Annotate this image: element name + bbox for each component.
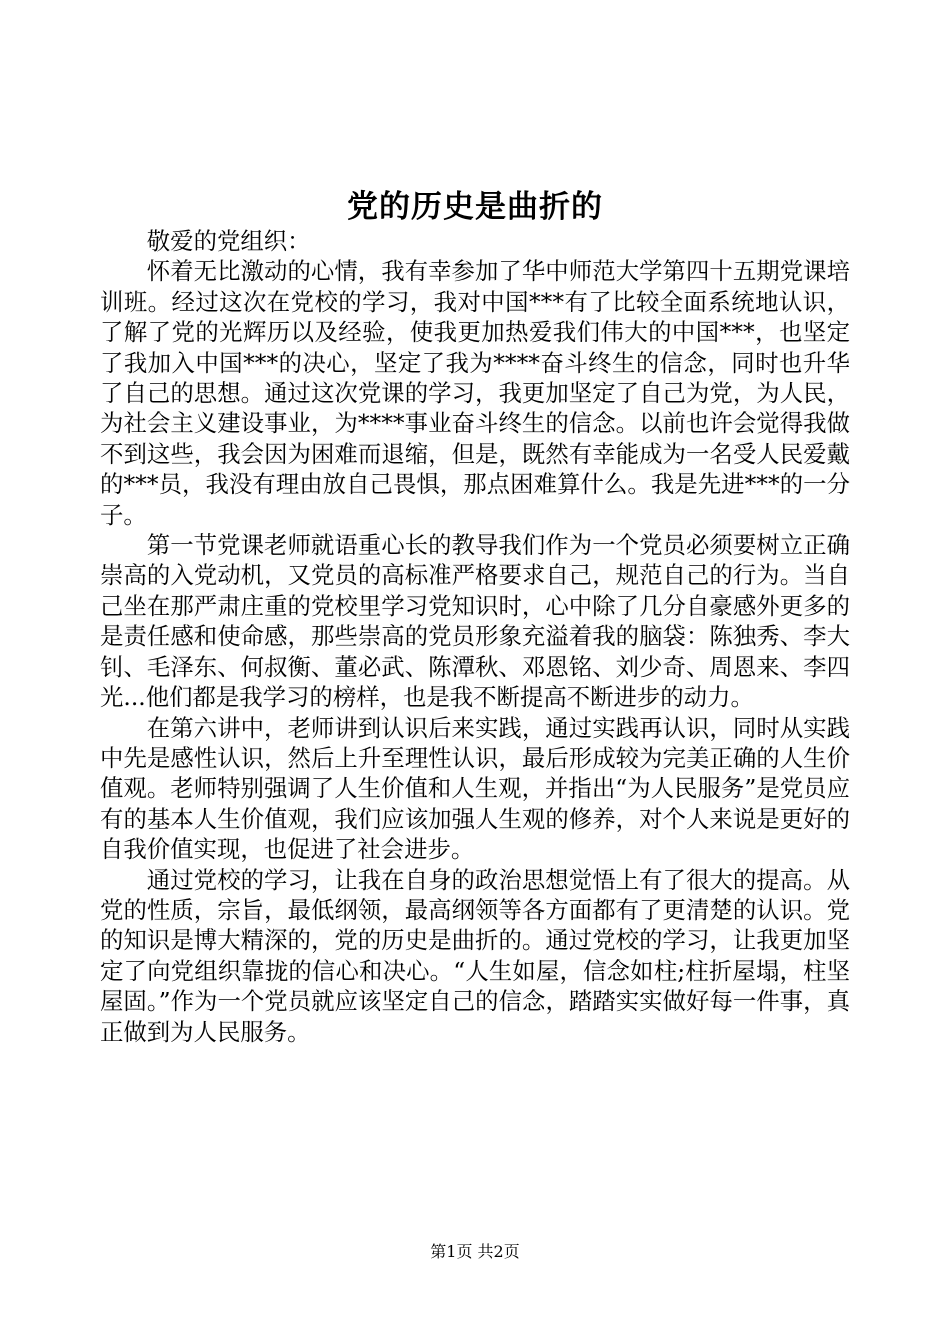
paragraph: 通过党校的学习，让我在自身的政治思想觉悟上有了很大的提高。从党的性质，宗旨，最低纲领，最高纲领等各方面都有了更清楚的认识。党的知识是博大精深的，党的历史是曲折的。通过党校的学习，让我更加坚定了向党组织靠拢的信心和决心。“人生如屋，信念如柱;柱折屋塌，柱坚屋固。”作为一个党员就应该坚定自己的信念，踏踏实实做好每一件事，真正做到为人民服务。 [100,865,850,1046]
paragraph: 第一节党课老师就语重心长的教导我们作为一个党员必须要树立正确崇高的入党动机，又党员的高标准严格要求自己，规范自己的行为。当自己坐在那严肃庄重的党校里学习党知识时，心中除了几分自豪感外更多的是责任感和使命感，那些崇高的党员形象充溢着我的脑袋：陈独秀、李大钊、毛泽东、何叔衡、董必武、陈潭秋、邓恩铭、刘少奇、周恩来、李四光...他们都是我学习的榜样，也是我不断提高不断进步的动力。 [100,531,850,712]
salutation: 敬爱的党组织： [146,227,311,255]
paragraph: 在第六讲中，老师讲到认识后来实践，通过实践再认识，同时从实践中先是感性认识，然后上升至理性认识，最后形成较为完美正确的人生价值观。老师特别强调了人生价值和人生观，并指出“为人民服务”是党员应有的基本人生价值观，我们应该加强人生观的修养，对个人来说是更好的自我价值实现，也促进了社会进步。 [100,713,850,864]
page-number-footer: 第1页 共2页 [430,1242,520,1261]
document-body [100,226,850,1047]
paragraph: 怀着无比激动的心情，我有幸参加了华中师范大学第四十五期党课培训班。经过这次在党校的学习，我对中国***有了比较全面系统地认识，了解了党的光辉历以及经验，使我更加热爱我们伟大的中国***，也坚定了我加入中国***的决心，坚定了我为****奋斗终生的信念，同时也升华了自己的思想。通过这次党课的学习，我更加坚定了自己为党，为人民，为社会主义建设事业，为****事业奋斗终生的信念。以前也许会觉得我做不到这些，我会因为困难而退缩，但是，既然有幸能成为一名受人民爱戴的***员，我没有理由放自己畏惧，那点困难算什么。我是先进***的一分子。 [100,257,850,529]
document-title: 党的历史是曲折的 [347,189,603,225]
